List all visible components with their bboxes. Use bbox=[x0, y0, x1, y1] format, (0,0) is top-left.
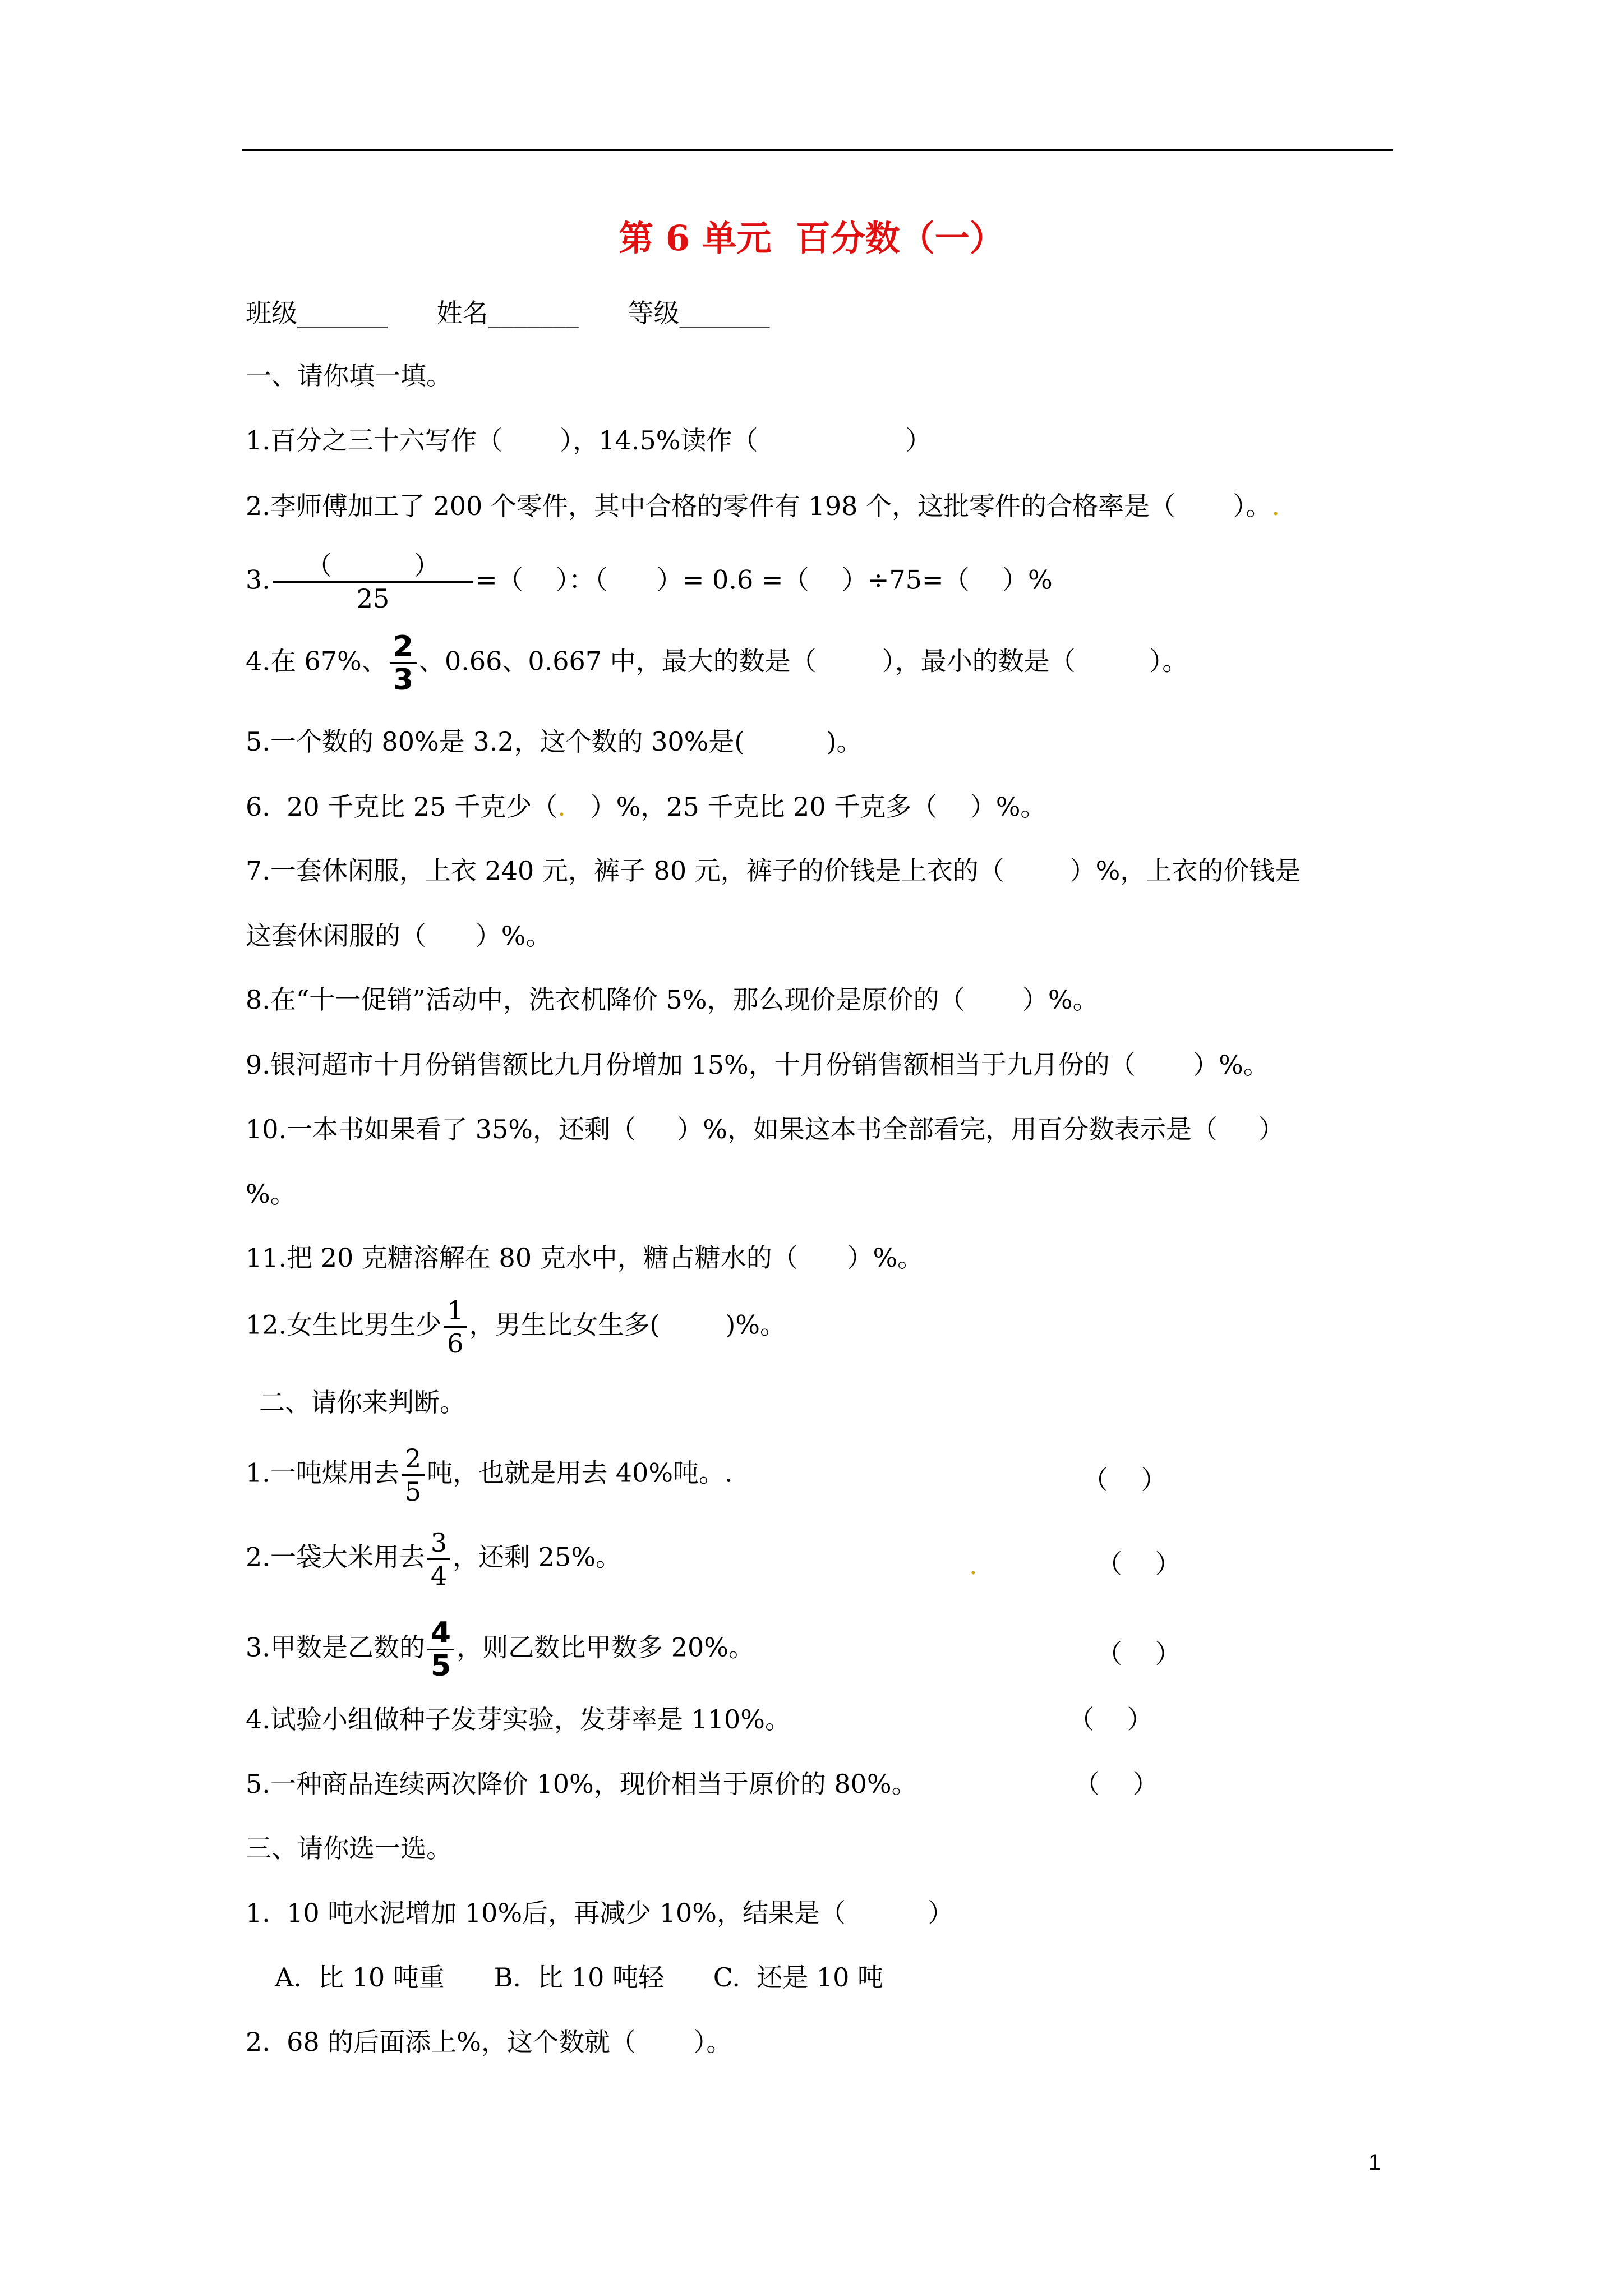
judge-1-answer-paren: （ ） bbox=[1082, 1465, 1167, 1495]
judge-2-mark: . bbox=[969, 1550, 978, 1580]
question-4-rest: 、0.66、0.667 中，最大的数是（ ），最小的数是（ ）。 bbox=[418, 646, 1188, 677]
question-2-text: 2.李师傅加工了 200 个零件，其中合格的零件有 198 个，这批零件的合格率是（ ）。 bbox=[246, 491, 1272, 521]
judge-3-denominator: 5 bbox=[430, 1649, 451, 1683]
judge-2-rest: ，还剩 25%。 bbox=[453, 1542, 622, 1572]
question-11: 11.把 20 克糖溶解在 80 克水中，糖占糖水的（ ）%。 bbox=[246, 1243, 924, 1273]
judge-3-prefix: 3.甲数是乙数的 bbox=[246, 1632, 425, 1663]
question-12-rest: ，男生比女生多( )%。 bbox=[469, 1309, 786, 1340]
judge-3-fraction bbox=[427, 1617, 454, 1682]
question-2-mark: . bbox=[1271, 491, 1280, 521]
question-3 bbox=[246, 550, 1053, 614]
question-10-line2: %。 bbox=[246, 1179, 296, 1209]
question-4-numerator: 2 bbox=[390, 631, 417, 664]
question-8: 8.在“十一促销”活动中，洗衣机降价 5%，那么现价是原价的（ ）%。 bbox=[246, 984, 1099, 1015]
question-6-text-b: ）%，25 千克比 20 千克多（ ）%。 bbox=[565, 792, 1046, 822]
judge-3-answer-paren: （ ） bbox=[1096, 1639, 1181, 1669]
judge-4: 4.试验小组做种子发芽实验，发芽率是 110%。 bbox=[246, 1704, 791, 1734]
judge-2 bbox=[246, 1527, 621, 1591]
question-6-mark: . bbox=[557, 792, 566, 822]
choice-2: 2. 68 的后面添上%，这个数就（ ）。 bbox=[246, 2027, 732, 2057]
question-7-line1: 7.一套休闲服，上衣 240 元，裤子 80 元，裤子的价钱是上衣的（ ）%，上衣的价钱是 bbox=[246, 855, 1301, 886]
question-5: 5.一个数的 80%是 3.2，这个数的 30%是( )。 bbox=[246, 726, 863, 757]
judge-2-numerator: 3 bbox=[427, 1527, 450, 1560]
question-3-prefix: 3. bbox=[246, 564, 270, 595]
judge-2-fraction bbox=[427, 1527, 450, 1591]
question-12-numerator: 1 bbox=[444, 1295, 467, 1328]
judge-1-denominator: 5 bbox=[404, 1476, 422, 1507]
question-3-fraction bbox=[273, 550, 473, 614]
judge-2-answer-paren: （ ） bbox=[1096, 1549, 1181, 1579]
judge-1-rest: 吨，也就是用去 40%吨。. bbox=[427, 1457, 733, 1488]
section3-heading: 三、请你选一选。 bbox=[246, 1833, 452, 1864]
section2-heading: 二、请你来判断。 bbox=[259, 1387, 465, 1418]
judge-5: 5.一种商品连续两次降价 10%，现价相当于原价的 80%。 bbox=[246, 1769, 917, 1799]
question-12-denominator: 6 bbox=[447, 1328, 464, 1359]
choice-1-options: A. 比 10 吨重 B. 比 10 吨轻 C. 还是 10 吨 bbox=[275, 1962, 883, 1993]
judge-4-answer-paren: （ ） bbox=[1068, 1704, 1153, 1734]
question-2 bbox=[246, 489, 1280, 523]
question-4-denominator: 3 bbox=[393, 663, 413, 697]
page-number: 1 bbox=[1368, 2150, 1381, 2175]
question-6 bbox=[246, 790, 1046, 823]
question-12-fraction bbox=[444, 1295, 467, 1359]
judge-1 bbox=[246, 1443, 733, 1507]
question-12-prefix: 12.女生比男生少 bbox=[246, 1309, 442, 1340]
question-9: 9.银河超市十月份销售额比九月份增加 15%，十月份销售额相当于九月份的（ ）%。 bbox=[246, 1050, 1269, 1080]
judge-1-fraction bbox=[402, 1443, 425, 1507]
judge-2-prefix: 2.一袋大米用去 bbox=[246, 1542, 425, 1572]
choice-1: 1. 10 吨水泥增加 10%后，再减少 10%，结果是（ ） bbox=[246, 1898, 954, 1928]
question-3-denominator: 25 bbox=[356, 583, 390, 614]
section1-heading: 一、请你填一填。 bbox=[246, 361, 452, 391]
question-4-prefix: 4.在 67%、 bbox=[246, 646, 388, 677]
judge-3-numerator: 4 bbox=[427, 1617, 454, 1650]
judge-1-numerator: 2 bbox=[402, 1443, 425, 1476]
question-10-line1: 10.一本书如果看了 35%，还剩（ ）%，如果这本书全部看完，用百分数表示是（ ） bbox=[246, 1114, 1284, 1144]
judge-3 bbox=[246, 1617, 754, 1682]
page-title: 第 6 单元 百分数（一） bbox=[619, 218, 1004, 259]
question-1: 1.百分之三十六写作（ ），14.5%读作（ ） bbox=[246, 425, 932, 455]
judge-1-prefix: 1.一吨煤用去 bbox=[246, 1457, 399, 1488]
question-3-numerator: （ ） bbox=[273, 550, 473, 583]
question-3-rest: =（ ）：（ ）= 0.6 =（ ）÷75=（ ）% bbox=[476, 564, 1053, 595]
student-info: 班级_______ 姓名_______ 等级_______ bbox=[246, 298, 770, 328]
judge-3-rest: ，则乙数比甲数多 20%。 bbox=[457, 1632, 754, 1663]
question-7-line2: 这套休闲服的（ ）%。 bbox=[246, 921, 552, 951]
judge-2-denominator: 4 bbox=[430, 1561, 448, 1591]
question-4 bbox=[246, 631, 1188, 696]
question-4-fraction bbox=[390, 631, 417, 696]
header-rule bbox=[242, 149, 1393, 151]
question-6-text-a: 6. 20 千克比 25 千克少（ bbox=[246, 792, 558, 822]
question-12 bbox=[246, 1295, 786, 1359]
judge-5-answer-paren: （ ） bbox=[1074, 1769, 1159, 1799]
